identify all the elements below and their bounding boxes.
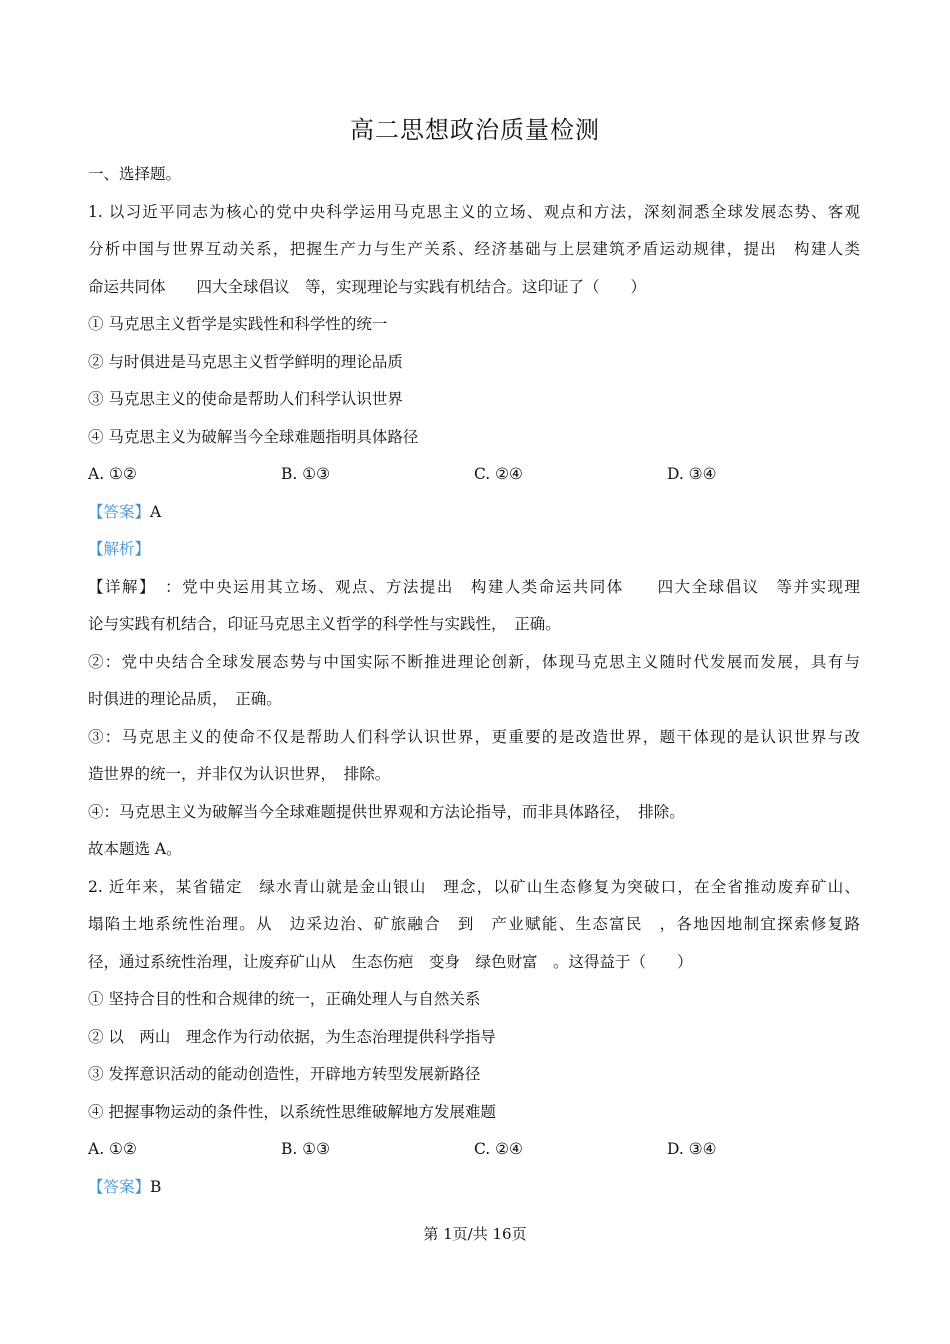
- question-2-stem-line: 2. 近年来，某省锚定 绿水青山就是金山银山 理念，以矿山生态修复为突破口，在全省推动废弃矿山、: [88, 877, 860, 896]
- answer-tag: 【答案】: [88, 1177, 151, 1196]
- question-2-item-1: ① 坚持合目的性和合规律的统一，正确处理人与自然关系: [88, 990, 481, 1008]
- question-1-detail-2: [88, 644, 860, 719]
- detail-line: ②：党中央结合全球发展态势与中国实际不断推进理论创新，体现马克思主义随时代发展而发展，具有与: [88, 652, 860, 671]
- document-body: [88, 156, 860, 1206]
- question-1-detail-3: [88, 719, 860, 794]
- question-2-options: [88, 1131, 860, 1169]
- page-title: 高二思想政治质量检测: [350, 116, 600, 144]
- question-1-options: [88, 456, 860, 494]
- question-1-stem-line: 命运共同体 四大全球倡议 等，实现理论与实践有机结合。这印证了（ ）: [88, 277, 647, 296]
- question-1-stem-line: 分析中国与世界互动关系，把握生产力与生产关系、经济基础与上层建筑矛盾运动规律，提出 构建人类: [88, 240, 860, 258]
- question-2-item-4: ④ 把握事物运动的条件性，以系统性思维破解地方发展难题: [88, 1102, 496, 1121]
- answer-value: A: [150, 502, 162, 521]
- detail-text: ：党中央运用其立场、观点、方法提出 构建人类命运共同体 四大全球倡议 等并实现理: [148, 577, 860, 596]
- detail-line: [88, 569, 860, 607]
- question-1-analysis: [88, 531, 860, 569]
- detail-line: 论与实践有机结合，印证马克思主义哲学的科学性与实践性， 正确。: [88, 615, 561, 633]
- option-a: A. ①②: [88, 465, 137, 483]
- option-d: D. ③④: [667, 465, 717, 483]
- option-a: A. ①②: [88, 1140, 137, 1158]
- detail-tag: 【详解】: [88, 577, 149, 596]
- question-1-item-4: ④ 马克思主义为破解当今全球难题指明具体路径: [88, 427, 419, 446]
- question-1-item-3: ③ 马克思主义的使命是帮助人们科学认识世界: [88, 390, 403, 408]
- question-2-stem-line: 径，通过系统性治理，让废弃矿山从 生态伤疤 变身 绿色财富 。这得益于（ ）: [88, 952, 693, 971]
- option-b: B. ①③: [281, 465, 331, 483]
- question-1-item-1: ① 马克思主义哲学是实践性和科学性的统一: [88, 315, 388, 333]
- option-b: B. ①③: [281, 1140, 331, 1158]
- answer-value: B: [150, 1177, 162, 1196]
- question-2-answer: [88, 1169, 860, 1207]
- question-2-item-2: ② 以 两山 理念作为行动依据，为生态治理提供科学指导: [88, 1027, 496, 1046]
- answer-tag: 【答案】: [88, 502, 151, 521]
- section-heading: 一、选择题。: [88, 165, 182, 183]
- question-1-detail-1: [88, 569, 860, 644]
- option-c: C. ②④: [474, 465, 523, 483]
- detail-line: 时俱进的理论品质， 正确。: [88, 690, 282, 708]
- question-1-conclusion: 故本题选 A。: [88, 840, 182, 858]
- question-1-stem-line: 1. 以习近平同志为核心的党中央科学运用马克思主义的立场、观点和方法，深刻洞悉全球发展态势、客观: [88, 202, 860, 221]
- question-1-item-2: ② 与时俱进是马克思主义哲学鲜明的理论品质: [88, 352, 403, 371]
- question-2-stem: [88, 869, 860, 982]
- question-1-stem: [88, 194, 860, 307]
- question-2-item-3: ③ 发挥意识活动的能动创造性，开辟地方转型发展新路径: [88, 1065, 481, 1083]
- question-1-detail-4: ④：马克思主义为破解当今全球难题提供世界观和方法论指导，而非具体路径， 排除。: [88, 802, 685, 821]
- analysis-tag: 【解析】: [88, 540, 151, 558]
- page-footer: 第 1页/共 16页: [423, 1225, 527, 1243]
- option-c: C. ②④: [474, 1140, 523, 1158]
- option-d: D. ③④: [667, 1140, 717, 1158]
- question-1-answer: [88, 494, 860, 532]
- question-2-stem-line: 塌陷土地系统性治理。从 边采边治、矿旅融合 到 产业赋能、生态富民 ，各地因地制宜探索修复路: [88, 915, 860, 933]
- detail-line: 造世界的统一，并非仅为认识世界， 排除。: [88, 765, 391, 783]
- detail-line: ③：马克思主义的使命不仅是帮助人们科学认识世界，更重要的是改造世界，题干体现的是认识世界与改: [88, 727, 860, 746]
